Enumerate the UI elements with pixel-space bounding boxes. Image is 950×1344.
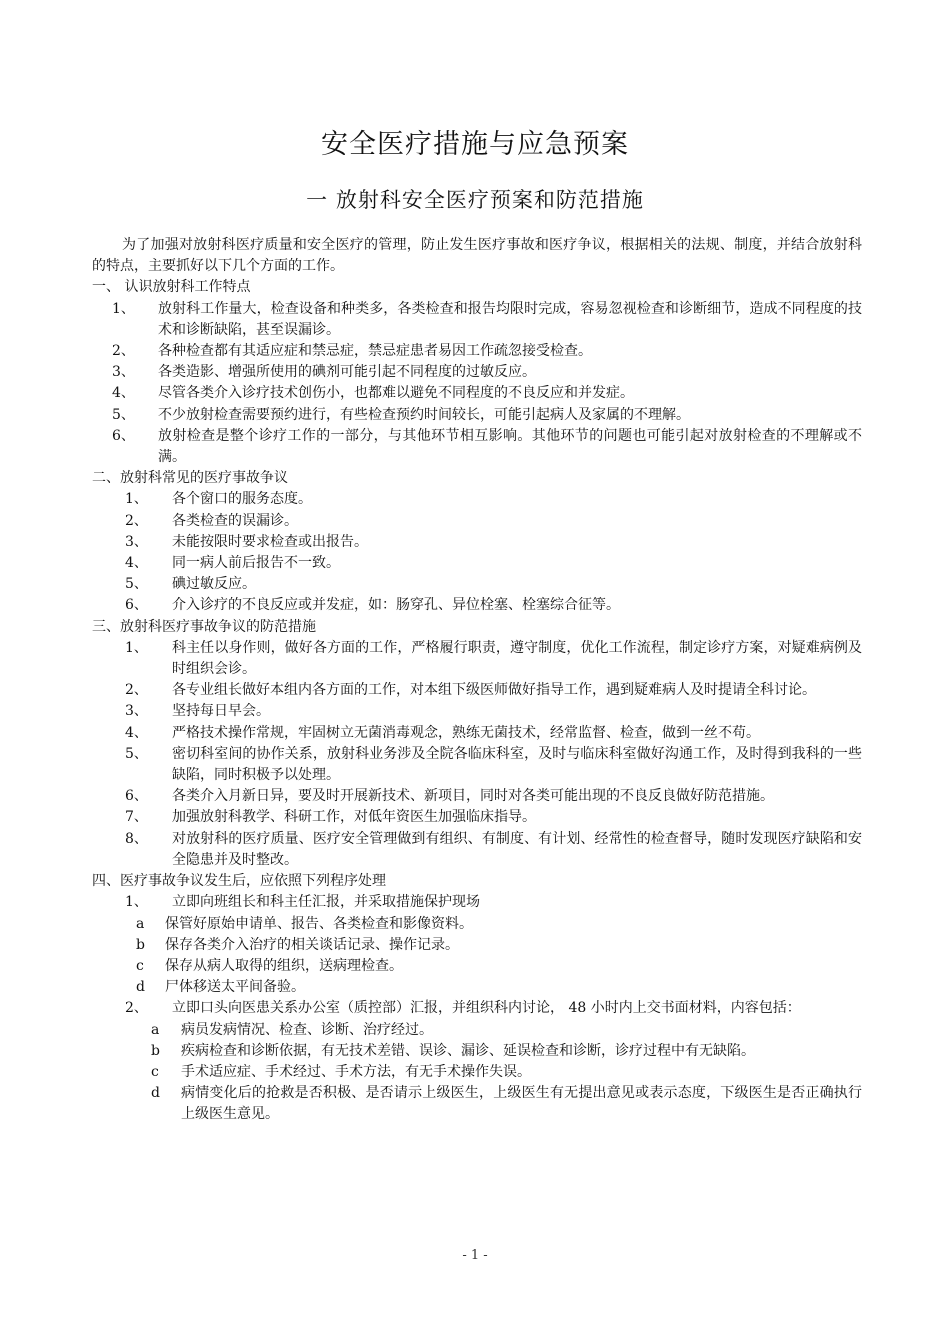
- list-item: [92, 426, 862, 468]
- list-item: [92, 998, 862, 1019]
- item-text: 立即向班组长和科主任汇报，并采取措施保护现场: [172, 894, 480, 911]
- sub-list-item: [92, 1020, 862, 1041]
- item-text: 保存从病人取得的组织，送病理检查。: [165, 957, 403, 974]
- list-item: [92, 299, 862, 341]
- item-number: 2、: [125, 1000, 148, 1017]
- item-letter: a: [151, 1021, 160, 1038]
- item-text: 密切科室间的协作关系，放射科业务涉及全院各临床科室，及时与临床科室做好沟通工作，及时得到我科的一些缺陷，同时积极予以处理。: [172, 745, 862, 784]
- item-text: 各专业组长做好本组内各方面的工作，对本组下级医师做好指导工作，遇到疑难病人及时提请全科讨论。: [172, 682, 816, 699]
- list-item: [92, 807, 862, 828]
- item-letter: c: [151, 1063, 159, 1080]
- item-text: 各种检查都有其适应症和禁忌症，禁忌症患者易因工作疏忽接受检查。: [158, 343, 592, 360]
- item-number: 1、: [112, 300, 135, 317]
- item-number: 4、: [125, 555, 148, 572]
- item-text: 放射检查是整个诊疗工作的一部分，与其他环节相互影响。其他环节的问题也可能引起对放射检查的不理解或不满。: [158, 427, 862, 466]
- item-text: 手术适应症、手术经过、手术方法，有无手术操作失误。: [181, 1063, 531, 1080]
- list-item: [92, 786, 862, 807]
- sub-list-item: [92, 1041, 862, 1062]
- section-heading: 二、放射科常见的医疗事故争议: [92, 470, 288, 487]
- item-number: 7、: [125, 809, 148, 826]
- item-text: 立即口头向医患关系办公室（质控部）汇报，并组织科内讨论， 48 小时内上交书面材料，内容包括：: [172, 1000, 801, 1017]
- document-body: [92, 235, 862, 1126]
- sub-list-item: [92, 935, 862, 956]
- list-item: [92, 362, 862, 383]
- item-text: 对放射科的医疗质量、医疗安全管理做到有组织、有制度、有计划、经常性的检查督导，随时发现医疗缺陷和安全隐患并及时整改。: [172, 830, 862, 868]
- item-number: 5、: [125, 745, 148, 762]
- item-number: 2、: [112, 343, 135, 360]
- item-text: 保存各类介入治疗的相关谈话记录、操作记录。: [165, 936, 459, 953]
- item-text: 加强放射科教学、科研工作，对低年资医生加强临床指导。: [172, 809, 536, 826]
- item-letter: d: [151, 1085, 160, 1102]
- item-text: 严格技术操作常规，牢固树立无菌消毒观念，熟练无菌技术，经常监督、检查，做到一丝不苟。: [172, 724, 760, 741]
- item-text: 碘过敏反应。: [172, 576, 256, 593]
- item-number: 8、: [125, 830, 148, 847]
- sub-list-item: [92, 977, 862, 998]
- item-number: 3、: [125, 703, 148, 720]
- list-item: [92, 383, 862, 404]
- item-number: 3、: [125, 533, 148, 550]
- section-heading: 四、医疗事故争议发生后，应依照下列程序处理: [92, 873, 386, 890]
- item-number: 4、: [125, 724, 148, 741]
- item-letter: b: [136, 936, 145, 953]
- item-text: 病员发病情况、检查、诊断、治疗经过。: [181, 1021, 433, 1038]
- item-text: 各类检查的误漏诊。: [172, 512, 298, 529]
- item-text: 坚持每日早会。: [172, 703, 270, 720]
- item-number: 3、: [112, 364, 135, 381]
- item-letter: b: [151, 1042, 160, 1059]
- item-number: 6、: [112, 427, 135, 444]
- list-item: [92, 511, 862, 532]
- item-number: 1、: [125, 894, 148, 911]
- document-title: 安全医疗措施与应急预案: [321, 129, 629, 160]
- sub-list-item: [92, 1062, 862, 1083]
- item-text: 同一病人前后报告不一致。: [172, 555, 340, 572]
- list-item: [92, 532, 862, 553]
- sub-list-item: [92, 1083, 862, 1125]
- item-text: 各类造影、增强所使用的碘剂可能引起不同程度的过敏反应。: [158, 364, 536, 381]
- item-number: 2、: [125, 682, 148, 699]
- item-text: 保管好原始申请单、报告、各类检查和影像资料。: [165, 915, 473, 932]
- list-item: [92, 723, 862, 744]
- item-number: 5、: [125, 576, 148, 593]
- item-text: 各类介入月新日异，要及时开展新技术、新项目，同时对各类可能出现的不良反良做好防范措施。: [172, 788, 774, 805]
- item-letter: c: [136, 957, 144, 974]
- list-item: [92, 595, 862, 616]
- page-number: - 1 -: [462, 1248, 488, 1263]
- list-item: [92, 405, 862, 426]
- item-text: 尸体移送太平间备验。: [165, 979, 305, 996]
- item-number: 1、: [125, 639, 148, 656]
- item-number: 4、: [112, 385, 135, 402]
- item-text: 科主任以身作则，做好各方面的工作，严格履行职责，遵守制度，优化工作流程，制定诊疗方案，对疑难病例及时组织会诊。: [172, 639, 862, 678]
- item-text: 未能按限时要求检查或出报告。: [172, 533, 368, 550]
- list-item: [92, 489, 862, 510]
- sub-list-item: [92, 956, 862, 977]
- item-text: 病情变化后的抢救是否积极、是否请示上级医生，上级医生有无提出意见或表示态度，下级医生是否正确执行上级医生意见。: [181, 1085, 862, 1123]
- list-item: [92, 701, 862, 722]
- list-item: [92, 680, 862, 701]
- list-item: [92, 341, 862, 362]
- item-text: 疾病检查和诊断依据，有无技术差错、误诊、漏诊、延误检查和诊断，诊疗过程中有无缺陷。: [181, 1042, 755, 1059]
- item-text: 放射科工作量大，检查设备和种类多，各类检查和报告均限时完成，容易忽视检查和诊断细节，造成不同程度的技术和诊断缺陷，甚至误漏诊。: [158, 300, 862, 338]
- item-number: 1、: [125, 491, 148, 508]
- item-letter: d: [136, 979, 145, 996]
- item-text: 介入诊疗的不良反应或并发症，如：肠穿孔、异位栓塞、栓塞综合征等。: [172, 597, 620, 614]
- item-number: 6、: [125, 788, 148, 805]
- item-number: 6、: [125, 597, 148, 614]
- section-heading: 三、放射科医疗事故争议的防范措施: [92, 618, 316, 635]
- item-text: 尽管各类介入诊疗技术创伤小，也都难以避免不同程度的不良反应和并发症。: [158, 385, 634, 402]
- item-text: 不少放射检查需要预约进行，有些检查预约时间较长，可能引起病人及家属的不理解。: [158, 406, 690, 423]
- document-subtitle: 一 放射科安全医疗预案和防范措施: [306, 188, 644, 212]
- item-text: 各个窗口的服务态度。: [172, 491, 312, 508]
- sub-list-item: [92, 914, 862, 935]
- item-number: 5、: [112, 406, 135, 423]
- item-number: 2、: [125, 512, 148, 529]
- list-item: [92, 744, 862, 786]
- list-item: [92, 638, 862, 680]
- intro-paragraph: 为了加强对放射科医疗质量和安全医疗的管理，防止发生医疗事故和医疗争议，根据相关的法规、制度，并结合放射科的特点，主要抓好以下几个方面的工作。: [92, 237, 862, 275]
- section-heading: 一、 认识放射科工作特点: [92, 279, 251, 296]
- item-letter: a: [136, 915, 145, 932]
- list-item: [92, 553, 862, 574]
- list-item: [92, 829, 862, 871]
- list-item: [92, 892, 862, 913]
- list-item: [92, 574, 862, 595]
